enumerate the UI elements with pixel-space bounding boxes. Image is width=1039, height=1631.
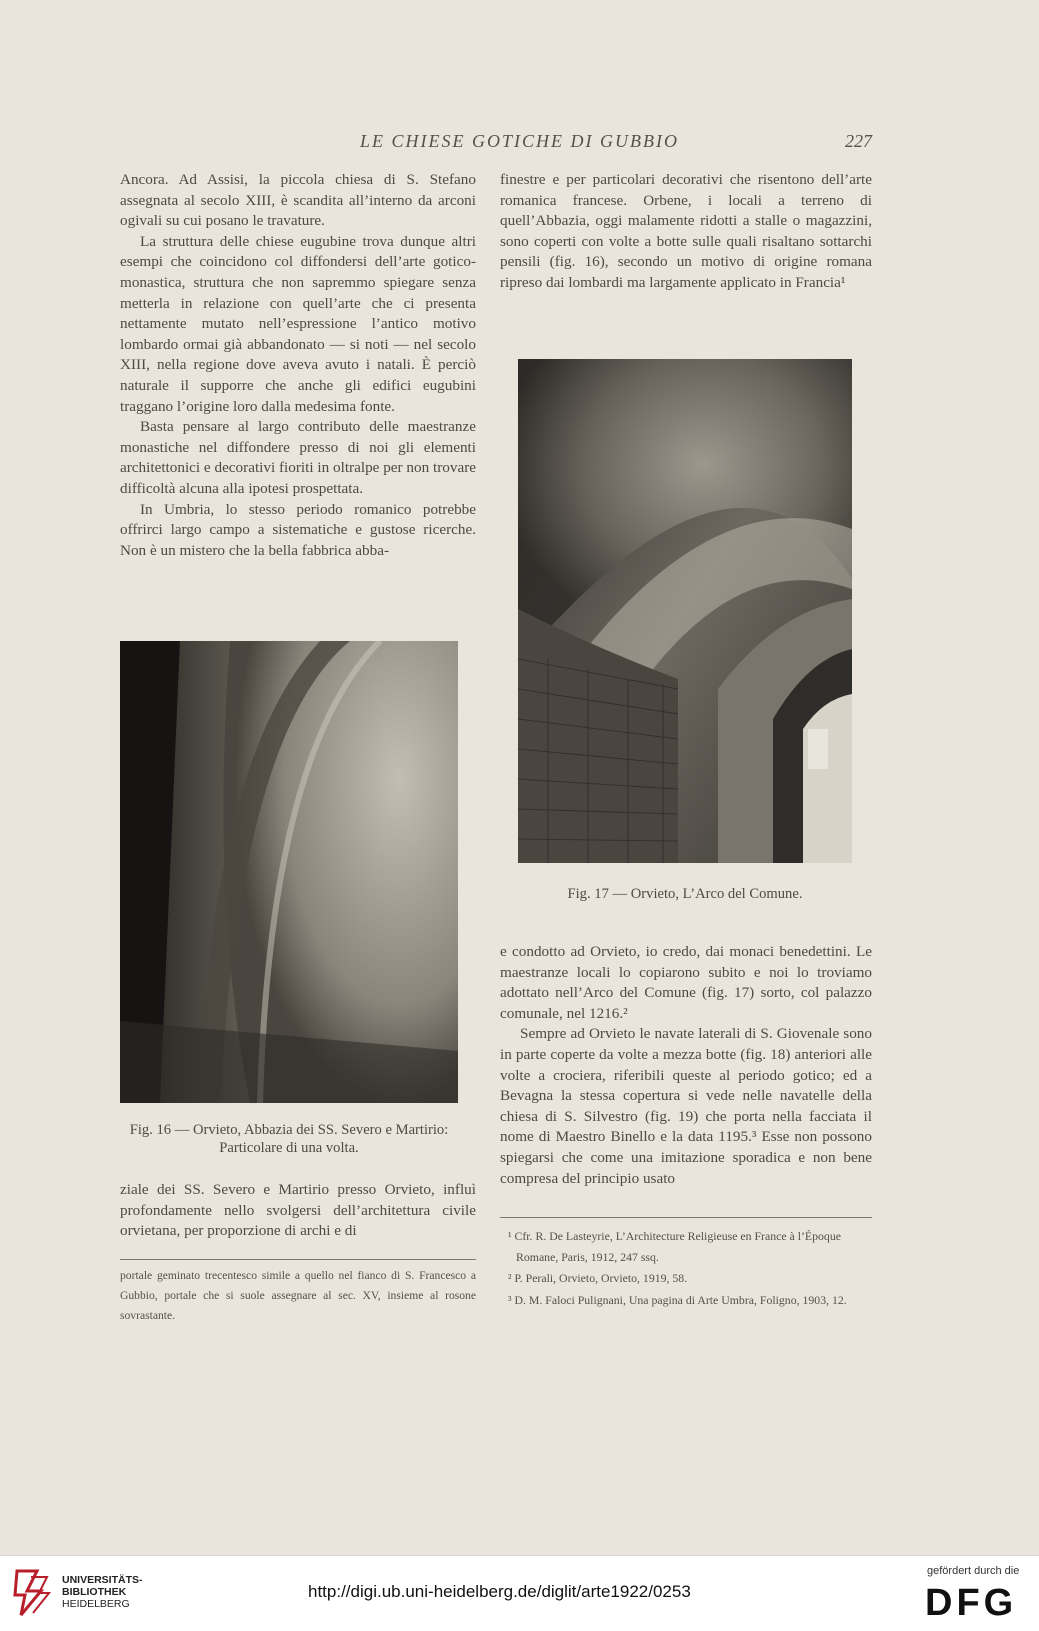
arch-photo-image bbox=[518, 359, 852, 863]
left-column-top bbox=[120, 170, 476, 561]
footnote-2: ² P. Perali, Orvieto, Orvieto, 1919, 58. bbox=[508, 1271, 688, 1286]
figure-16-caption bbox=[100, 1121, 478, 1157]
library-line-3: HEIDELBERG bbox=[62, 1598, 130, 1610]
paragraph: Basta pensare al largo contributo delle maestranze monastiche nel diffondere presso di noi gli elementi architettonici e decorativi fioriti in oltralpe per non trovare difficoltà alcuna alla ipotesi prospettata. bbox=[120, 418, 476, 497]
figure-17-caption: Fig. 17 — Orvieto, L’Arco del Comune. bbox=[567, 886, 803, 902]
running-head-title: LE CHIESE GOTICHE DI GUBBIO bbox=[360, 131, 679, 151]
paragraph: Ancora. Ad Assisi, la piccola chiesa di S. Stefano assegnata al secolo XIII, è scandita all’interno da arconi ogivali su cui posano le travature. bbox=[120, 171, 476, 230]
footnote-1: ¹ Cfr. R. De Lasteyrie, L’Architecture Religieuse en France à l’Époque Romane, Paris, 1912, 247 ssq. bbox=[508, 1229, 841, 1265]
paragraph: e condotto ad Orvieto, io credo, dai monaci benedettini. Le maestranze locali lo copiarono subito e noi lo troviamo adottato nell’Arco del Comune (fig. 17) sorto, col palazzo comunale, nel 1216.² bbox=[500, 943, 872, 1022]
dfg-logo[interactable]: DFG bbox=[925, 1582, 1018, 1624]
permalink-url[interactable]: http://digi.ub.uni-heidelberg.de/diglit/arte1922/0253 bbox=[308, 1582, 691, 1601]
figure-16-caption-line1: Fig. 16 — Orvieto, Abbazia dei SS. Severo e Martirio: bbox=[129, 1122, 449, 1138]
figure-16-photo bbox=[120, 641, 458, 1103]
paragraph: Sempre ad Orvieto le navate laterali di S. Giovenale sono in parte coperte da volte a mezza botte (fig. 18) anteriori alle volte a crociera, riferibili queste al periodo gotico; ed a Bevagna la stessa copertura si vede nelle navatelle della chiesa di S. Silvestro (fig. 19) che porta nella facciata il nome di Maestro Binello e la data 1195.³ Esse non possono spiegarsi che come una imitazione sporadica e non bene compresa del principio usato bbox=[500, 1025, 872, 1187]
paragraph: In Umbria, lo stesso periodo romanico potrebbe offrirci largo campo a sistematiche e gustose ricerche. Non è un mistero che la bella fabbrica abba- bbox=[120, 500, 476, 559]
funding-label: gefördert durch die bbox=[927, 1565, 1020, 1577]
footnote-3: ³ D. M. Faloci Pulignani, Una pagina di Arte Umbra, Foligno, 1903, 12. bbox=[508, 1292, 847, 1307]
library-line-2: BIBLIOTHEK bbox=[62, 1586, 127, 1598]
right-column-bottom bbox=[500, 942, 872, 1189]
page-number: 227 bbox=[845, 131, 872, 151]
footnote-rule-left bbox=[120, 1259, 476, 1260]
footnote-rule-right bbox=[500, 1217, 872, 1218]
right-column-top bbox=[500, 170, 872, 294]
footnote-left bbox=[120, 1266, 476, 1326]
university-library-name bbox=[62, 1574, 143, 1610]
figure-17-photo bbox=[518, 359, 852, 863]
paragraph: ziale dei SS. Severo e Martirio presso Orvieto, influì profondamente nello svolgersi dell’architettura civile orvietana, per proporzione di archi e di bbox=[120, 1181, 476, 1240]
vault-photo-image bbox=[120, 641, 458, 1103]
paragraph: La struttura delle chiese eugubine trova dunque altri esempi che coincidono col diffondersi dell’arte gotico-monastica, struttura che non sapremmo spiegare senza metterla in relazione con quell’arte che ci presenta nettamente mutato nell’espressione l’antico motivo lombardo ormai già abbandonato — si noti — nel secolo XIII, nella regione dove aveva avuto i natali. È perciò naturale il supporre che anche gli edifici eugubini traggano l’origine loro dalla medesima fonte. bbox=[120, 232, 476, 415]
footnote-text: portale geminato trecentesco simile a quello nel fianco di S. Francesco a Gubbio, portale che si suole assegnare al sec. XV, insieme al rosone sovrastante. bbox=[120, 1269, 476, 1322]
figure-16-caption-line2: Particolare di una volta. bbox=[219, 1140, 359, 1156]
library-line-1: UNIVERSITÄTS- bbox=[62, 1574, 143, 1586]
paragraph: finestre e per particolari decorativi che risentono dell’arte romanica francese. Orbene, i locali a terreno di quell’Abbazia, oggi malamente ridotti a stalle o magazzini, sono coperti con volte a botte sulle quali risaltano sottarchi pensili (fig. 16), secondo un motivo di origine romana ripreso dai lombardi ma largamente applicato in Francia¹ bbox=[500, 171, 872, 291]
left-column-bottom bbox=[120, 1180, 476, 1242]
university-library-logo-icon[interactable] bbox=[11, 1567, 53, 1624]
footnotes-right bbox=[500, 1226, 872, 1311]
